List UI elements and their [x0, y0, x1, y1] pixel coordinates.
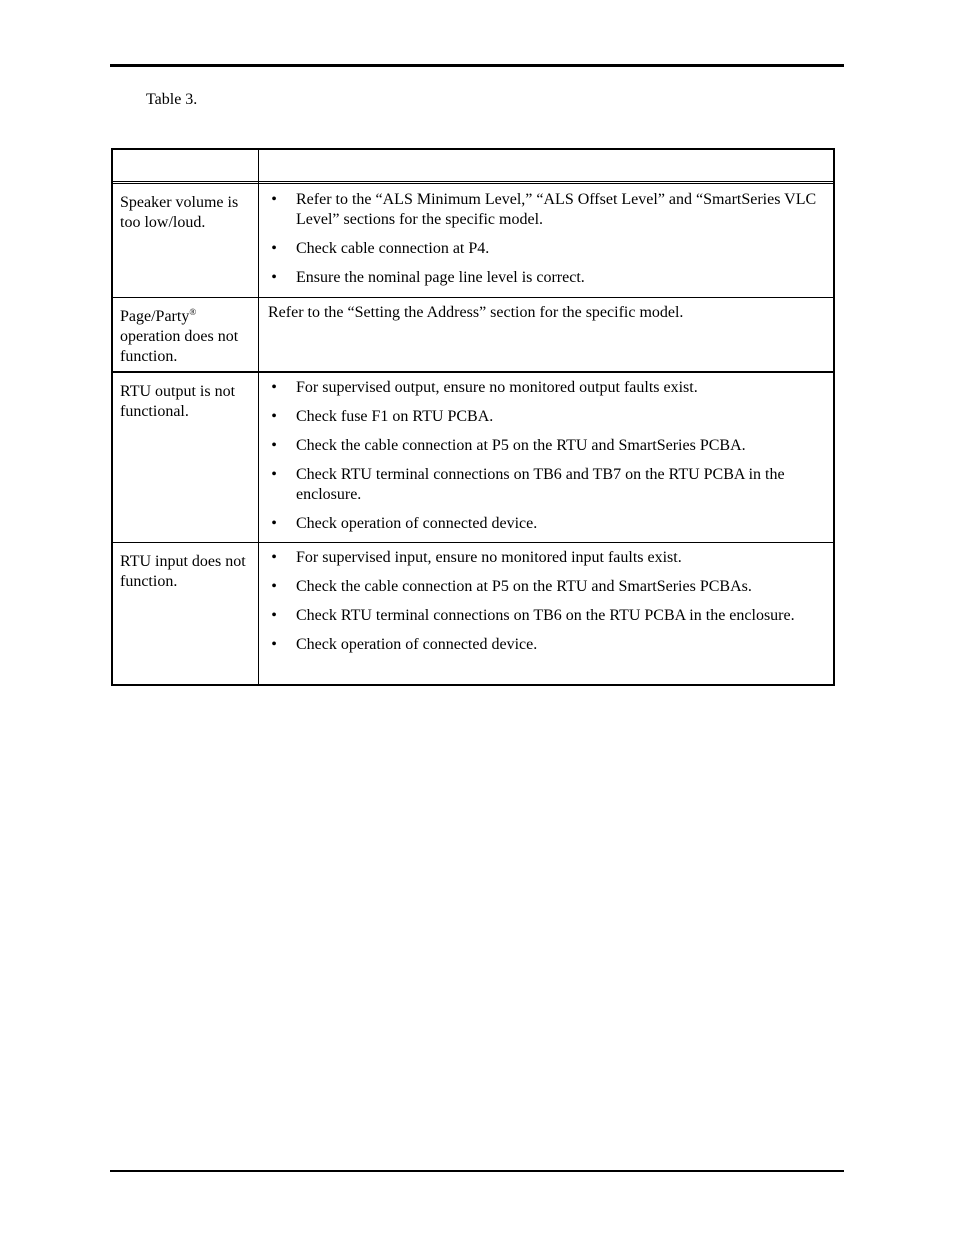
- bullet-icon: •: [271, 437, 277, 454]
- solution-item: • Check cable connection at P4.: [268, 239, 828, 259]
- table-border-bottom: [111, 684, 835, 686]
- troubleshooting-table: [111, 148, 835, 686]
- solution-item: • For supervised output, ensure no monitored output faults exist.: [268, 378, 828, 398]
- registered-mark: ®: [189, 307, 197, 317]
- symptom-cell: Page/Party® operation does not function.: [120, 307, 239, 365]
- solution-cell: [268, 378, 828, 543]
- table-row: [111, 373, 835, 542]
- bullet-icon: •: [271, 191, 277, 208]
- table-row: [111, 543, 835, 684]
- solution-item: • Check operation of connected device.: [268, 514, 828, 534]
- solution-item: • Check the cable connection at P5 on the RTU and SmartSeries PCBAs.: [268, 577, 828, 597]
- solution-item: • Ensure the nominal page line level is correct.: [268, 268, 828, 288]
- symptom-cell: Speaker volume is too low/loud.: [120, 194, 239, 231]
- solution-item: • Check operation of connected device.: [268, 635, 828, 655]
- bullet-icon: •: [271, 515, 277, 532]
- solution-cell: [268, 303, 828, 323]
- bullet-icon: •: [271, 549, 277, 566]
- solution-item: • Check RTU terminal connections on TB6 on the RTU PCBA in the enclosure.: [268, 606, 828, 626]
- solution-text: Refer to the “Setting the Address” section for the specific model.: [268, 304, 684, 321]
- bullet-icon: •: [271, 466, 277, 483]
- table-row: [111, 184, 835, 297]
- bullet-icon: •: [271, 269, 277, 286]
- table-row: [111, 298, 835, 371]
- solution-item: • Refer to the “ALS Minimum Level,” “ALS Offset Level” and “SmartSeries VLC Level” sections for the specific model.: [268, 190, 828, 230]
- bullet-icon: •: [271, 607, 277, 624]
- bullet-icon: •: [271, 578, 277, 595]
- header-rule: [110, 64, 844, 67]
- table-header-row: [111, 150, 835, 181]
- bullet-icon: •: [271, 240, 277, 257]
- bullet-icon: •: [271, 379, 277, 396]
- solution-item: • Check RTU terminal connections on TB6 and TB7 on the RTU PCBA in the enclosure.: [268, 465, 828, 505]
- solution-item: • Check the cable connection at P5 on the RTU and SmartSeries PCBA.: [268, 436, 828, 456]
- solution-cell: [268, 190, 828, 297]
- footer-rule: [110, 1170, 844, 1172]
- bullet-icon: •: [271, 408, 277, 425]
- table-caption: Table 3.: [146, 91, 198, 108]
- solution-item: • Check fuse F1 on RTU PCBA.: [268, 407, 828, 427]
- symptom-cell: RTU output is not functional.: [120, 383, 236, 420]
- symptom-cell: RTU input does not function.: [120, 553, 246, 590]
- bullet-icon: •: [271, 636, 277, 653]
- solution-item: • For supervised input, ensure no monitored input faults exist.: [268, 548, 828, 568]
- solution-cell: [268, 548, 828, 664]
- header-divider-upper: [111, 181, 835, 182]
